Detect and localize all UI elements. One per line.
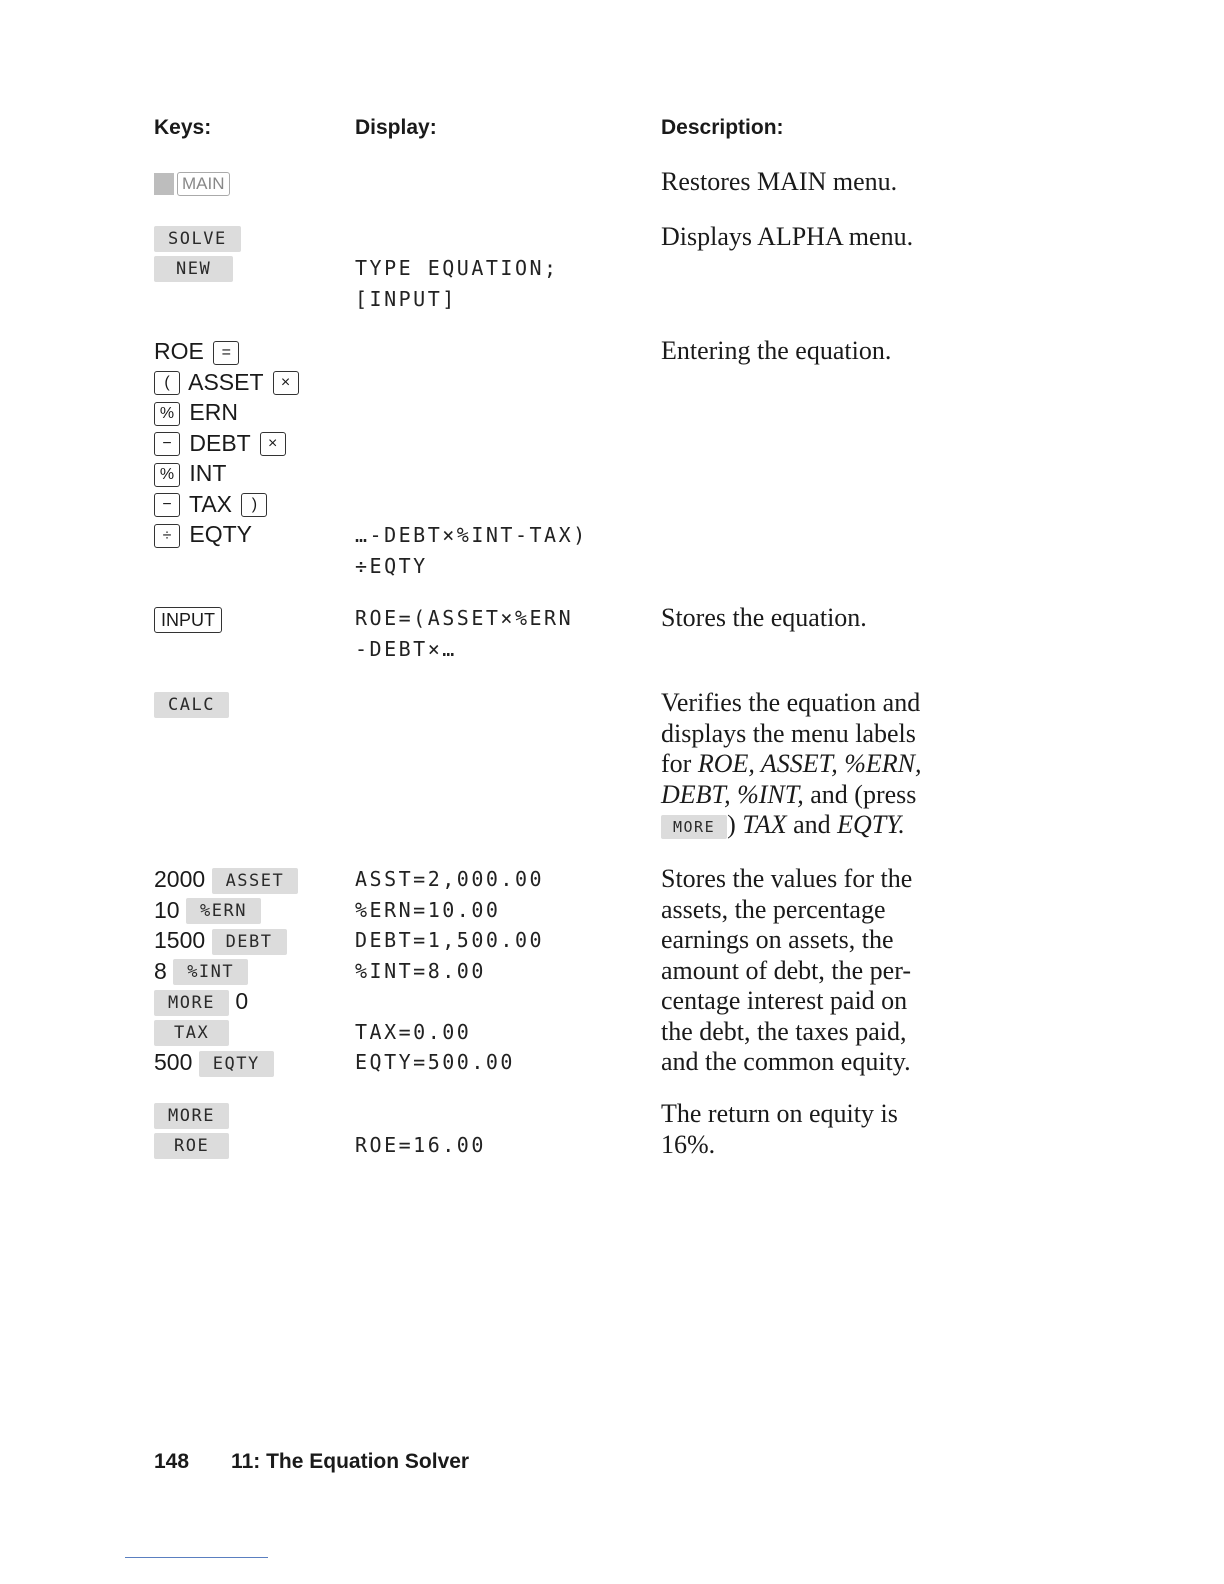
- int-softkey: %INT: [173, 959, 248, 985]
- desc-verify: [661, 688, 921, 841]
- ern-softkey: %ERN: [186, 898, 261, 924]
- minus-key: −: [154, 432, 180, 456]
- tax-softkey: TAX: [154, 1020, 229, 1046]
- display-line: [INPUT]: [355, 286, 457, 311]
- display-line: -DEBT×…: [355, 636, 457, 661]
- desc-line: [661, 749, 921, 780]
- more-roe-keys: [154, 1099, 229, 1160]
- display-line: …-DEBT×%INT-TAX): [355, 523, 588, 547]
- main-key-row: [154, 167, 230, 198]
- open-paren-key: (: [154, 371, 180, 395]
- new-softkey: NEW: [154, 256, 233, 282]
- desc-line: Stores the values for the: [661, 864, 913, 893]
- shift-key-icon: [154, 173, 174, 195]
- input-key-row: [154, 603, 225, 634]
- value-num: 8: [154, 957, 167, 984]
- value-num: 10: [154, 896, 180, 923]
- value-entry: [154, 895, 298, 926]
- close-paren-key: ): [241, 493, 267, 517]
- display-line: ÷EQTY: [355, 553, 428, 578]
- eq-text: ROE: [154, 338, 204, 364]
- value-num: 2000: [154, 866, 206, 892]
- minus-key: −: [154, 493, 180, 517]
- eq-key-row: [154, 336, 302, 367]
- value-entry-keys: [154, 864, 298, 1078]
- desc-enter: Entering the equation.: [661, 336, 892, 365]
- debt-softkey: DEBT: [212, 929, 287, 955]
- value-num: 1500: [154, 927, 206, 953]
- desc-line: The return on equity is: [661, 1099, 898, 1128]
- value-entry: [154, 986, 298, 1017]
- display-roe: ROE=16.00: [355, 1133, 486, 1157]
- eq-key-row: [154, 458, 302, 489]
- display-stored-eq: [355, 603, 573, 664]
- value-entry: [154, 1047, 298, 1078]
- value-entry: [154, 864, 298, 895]
- display-line: [355, 986, 544, 1017]
- desc-stores-eq: Stores the equation.: [661, 603, 867, 632]
- desc-italic: TAX: [742, 810, 787, 839]
- multiply-key: ×: [273, 371, 299, 395]
- divider: [125, 1557, 268, 1558]
- display-line: DEBT=1,500.00: [355, 928, 545, 952]
- display-line: ASST=2,000.00: [355, 867, 545, 891]
- value-num: 500: [154, 1049, 193, 1075]
- display-line: TYPE EQUATION;: [355, 256, 559, 280]
- eq-key-row: [154, 367, 302, 398]
- desc-line: and the common equity.: [661, 1047, 911, 1076]
- display-partial-eq: [355, 520, 588, 581]
- more-softkey: MORE: [154, 1103, 229, 1129]
- desc-line: displays the menu labels: [661, 718, 916, 748]
- eq-text: ERN: [189, 399, 238, 425]
- desc-result: [661, 1099, 898, 1160]
- divide-key: ÷: [154, 524, 180, 548]
- desc-line: [661, 810, 921, 841]
- display-line: %ERN=10.00: [355, 897, 501, 922]
- percent-key: %: [154, 463, 180, 487]
- desc-restore: Restores MAIN menu.: [661, 167, 898, 196]
- desc-italic: ROE, ASSET, %ERN,: [697, 749, 922, 778]
- eq-key-row: [154, 519, 302, 550]
- value-entry: [154, 925, 298, 956]
- calc-key-row: [154, 688, 229, 719]
- desc-stores-values: [661, 864, 912, 1078]
- more-softkey-inline: MORE: [661, 815, 727, 839]
- multiply-key: ×: [260, 432, 286, 456]
- description-header: Description:: [661, 116, 784, 139]
- eq-text: TAX: [188, 490, 233, 517]
- eq-key-row: [154, 489, 302, 520]
- desc-line: amount of debt, the per-: [661, 955, 912, 985]
- value-entry: [154, 956, 298, 987]
- desc-line: centage interest paid on: [661, 986, 908, 1015]
- eq-key-row: [154, 428, 302, 459]
- main-key: MAIN: [177, 172, 230, 196]
- display-line: TAX=0.00: [355, 1019, 472, 1044]
- eq-text: INT: [189, 460, 227, 486]
- desc-line: 16%.: [661, 1129, 716, 1159]
- desc-text: and: [793, 810, 831, 839]
- page-footer: [154, 1450, 469, 1474]
- eq-key-row: [154, 397, 302, 428]
- eq-text: ASSET: [188, 368, 264, 395]
- desc-italic: DEBT, %INT,: [661, 779, 804, 809]
- desc-line: [661, 780, 921, 811]
- eq-text: EQTY: [189, 521, 253, 547]
- value-num: 0: [235, 988, 249, 1014]
- display-header: Display:: [355, 116, 437, 139]
- equation-keys: [154, 336, 302, 550]
- desc-italic: EQTY.: [837, 810, 905, 839]
- desc-line: the debt, the taxes paid,: [661, 1016, 907, 1046]
- equals-key: =: [213, 341, 239, 365]
- page-number: 148: [154, 1450, 190, 1473]
- desc-text: for: [661, 749, 692, 778]
- display-line: EQTY=500.00: [355, 1050, 515, 1074]
- desc-line: earnings on assets, the: [661, 925, 894, 954]
- desc-line: Verifies the equation and: [661, 688, 921, 717]
- desc-text: and (press: [810, 779, 917, 809]
- display-values: [355, 864, 544, 1078]
- chapter-title: 11: The Equation Solver: [231, 1450, 470, 1473]
- display-line: %INT=8.00: [355, 958, 486, 983]
- desc-text: ): [727, 810, 736, 839]
- eq-text: DEBT: [189, 429, 251, 456]
- display-type-eq: [355, 253, 559, 314]
- asset-softkey: ASSET: [212, 868, 299, 894]
- desc-line: assets, the percentage: [661, 894, 886, 924]
- calc-softkey: CALC: [154, 692, 229, 718]
- desc-alpha: Displays ALPHA menu.: [661, 222, 914, 251]
- keys-header: Keys:: [154, 116, 212, 139]
- eqty-softkey: EQTY: [199, 1051, 274, 1077]
- value-entry: [154, 1017, 298, 1048]
- more-softkey: MORE: [154, 990, 229, 1016]
- solve-softkey: SOLVE: [154, 226, 241, 252]
- percent-key: %: [154, 402, 180, 426]
- roe-softkey: ROE: [154, 1133, 229, 1159]
- display-line: ROE=(ASSET×%ERN: [355, 606, 574, 630]
- solve-new-keys: [154, 222, 241, 283]
- input-key: INPUT: [154, 607, 222, 633]
